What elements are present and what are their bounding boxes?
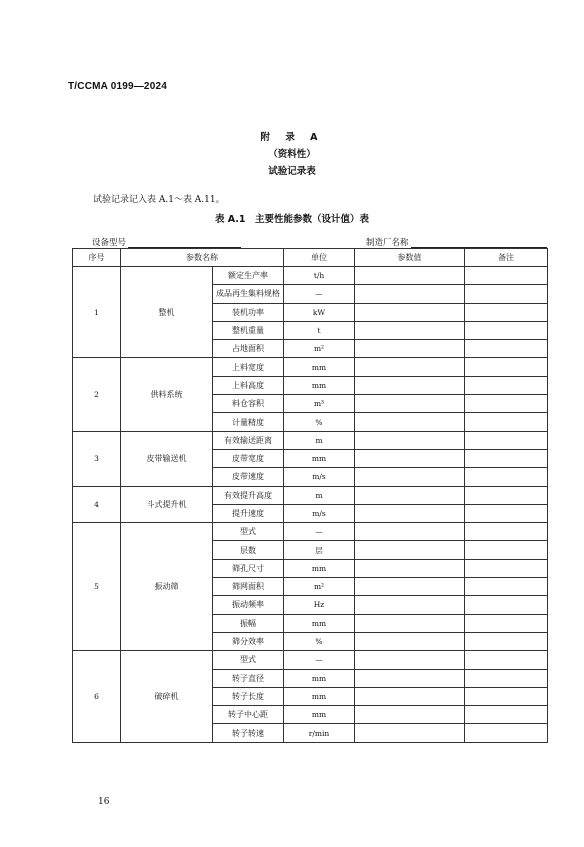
cell-value-blank[interactable] xyxy=(355,395,465,413)
cell-param: 计量精度 xyxy=(213,413,284,431)
cell-param: 额定生产率 xyxy=(213,267,284,285)
cell-param: 振幅 xyxy=(213,614,284,632)
cell-unit: m² xyxy=(284,578,355,596)
cell-value-blank[interactable] xyxy=(355,267,465,285)
cell-value-blank[interactable] xyxy=(355,559,465,577)
cell-remark-blank[interactable] xyxy=(465,395,548,413)
manufacturer-blank xyxy=(411,237,547,248)
cell-group-name: 皮带输送机 xyxy=(121,431,213,486)
cell-value-blank[interactable] xyxy=(355,303,465,321)
manufacturer-label: 制造厂名称 xyxy=(366,238,409,248)
cell-value-blank[interactable] xyxy=(355,504,465,522)
cell-value-blank[interactable] xyxy=(355,541,465,559)
cell-value-blank[interactable] xyxy=(355,724,465,742)
cell-param: 转子转速 xyxy=(213,724,284,742)
cell-value-blank[interactable] xyxy=(355,523,465,541)
cell-unit: mm xyxy=(284,687,355,705)
cell-param: 型式 xyxy=(213,651,284,669)
cell-param: 有效输送距离 xyxy=(213,431,284,449)
header-remark: 备注 xyxy=(465,249,548,267)
cell-unit: mm xyxy=(284,376,355,394)
cell-unit: m xyxy=(284,486,355,504)
cell-seq: 3 xyxy=(73,431,121,486)
header-value: 参数值 xyxy=(355,249,465,267)
cell-param: 上料高度 xyxy=(213,376,284,394)
cell-value-blank[interactable] xyxy=(355,578,465,596)
cell-unit: — xyxy=(284,523,355,541)
cell-remark-blank[interactable] xyxy=(465,724,548,742)
cell-unit: % xyxy=(284,632,355,650)
table-row xyxy=(73,267,548,285)
header-unit: 单位 xyxy=(284,249,355,267)
standard-code: T/CCMA 0199—2024 xyxy=(68,81,167,92)
cell-remark-blank[interactable] xyxy=(465,285,548,303)
cell-remark-blank[interactable] xyxy=(465,376,548,394)
cell-unit: r/min xyxy=(284,724,355,742)
cell-remark-blank[interactable] xyxy=(465,468,548,486)
cell-param: 筛网面积 xyxy=(213,578,284,596)
cell-value-blank[interactable] xyxy=(355,431,465,449)
cell-value-blank[interactable] xyxy=(355,486,465,504)
cell-param: 皮带宽度 xyxy=(213,449,284,467)
cell-remark-blank[interactable] xyxy=(465,303,548,321)
cell-group-name: 破碎机 xyxy=(121,651,213,742)
cell-unit: t/h xyxy=(284,267,355,285)
intro-text: 试验记录记入表 A.1～表 A.11。 xyxy=(93,195,225,205)
appendix-name: 试验记录表 xyxy=(268,166,316,177)
parameters-table xyxy=(72,248,548,743)
cell-param: 筛分效率 xyxy=(213,632,284,650)
cell-value-blank[interactable] xyxy=(355,596,465,614)
cell-remark-blank[interactable] xyxy=(465,340,548,358)
table-row xyxy=(73,358,548,376)
cell-seq: 1 xyxy=(73,267,121,358)
cell-value-blank[interactable] xyxy=(355,321,465,339)
cell-remark-blank[interactable] xyxy=(465,267,548,285)
cell-remark-blank[interactable] xyxy=(465,596,548,614)
cell-param: 成品再生集料规格 xyxy=(213,285,284,303)
cell-remark-blank[interactable] xyxy=(465,358,548,376)
appendix-title: 附 录 A xyxy=(260,132,324,143)
cell-unit: mm xyxy=(284,358,355,376)
cell-param: 有效提升高度 xyxy=(213,486,284,504)
table-caption: 表 A.1 主要性能参数（设计值）表 xyxy=(214,214,370,225)
cell-value-blank[interactable] xyxy=(355,632,465,650)
cell-remark-blank[interactable] xyxy=(465,632,548,650)
cell-param: 装机功率 xyxy=(213,303,284,321)
cell-seq: 2 xyxy=(73,358,121,431)
cell-remark-blank[interactable] xyxy=(465,431,548,449)
cell-value-blank[interactable] xyxy=(355,669,465,687)
cell-param: 整机重量 xyxy=(213,321,284,339)
cell-unit: Hz xyxy=(284,596,355,614)
appendix-type: （资料性） xyxy=(268,149,316,160)
cell-remark-blank[interactable] xyxy=(465,706,548,724)
cell-group-name: 整机 xyxy=(121,267,213,358)
cell-param: 占地面积 xyxy=(213,340,284,358)
cell-param: 转子长度 xyxy=(213,687,284,705)
cell-remark-blank[interactable] xyxy=(465,578,548,596)
manufacturer-field xyxy=(366,236,547,248)
cell-value-blank[interactable] xyxy=(355,651,465,669)
cell-unit: mm xyxy=(284,706,355,724)
cell-value-blank[interactable] xyxy=(355,285,465,303)
cell-param: 振动频率 xyxy=(213,596,284,614)
cell-unit: mm xyxy=(284,449,355,467)
cell-value-blank[interactable] xyxy=(355,449,465,467)
cell-remark-blank[interactable] xyxy=(465,523,548,541)
table-row xyxy=(73,486,548,504)
cell-unit: mm xyxy=(284,614,355,632)
cell-unit: m² xyxy=(284,340,355,358)
cell-group-name: 振动筛 xyxy=(121,523,213,651)
cell-remark-blank[interactable] xyxy=(465,504,548,522)
cell-unit: kW xyxy=(284,303,355,321)
cell-unit: t xyxy=(284,321,355,339)
cell-remark-blank[interactable] xyxy=(465,486,548,504)
cell-unit: m xyxy=(284,431,355,449)
cell-seq: 6 xyxy=(73,651,121,742)
cell-remark-blank[interactable] xyxy=(465,669,548,687)
page-number: 16 xyxy=(98,797,110,807)
cell-seq: 5 xyxy=(73,523,121,651)
equipment-model-field xyxy=(92,236,241,248)
cell-value-blank[interactable] xyxy=(355,376,465,394)
cell-param: 提升速度 xyxy=(213,504,284,522)
cell-param: 筛孔尺寸 xyxy=(213,559,284,577)
cell-remark-blank[interactable] xyxy=(465,651,548,669)
cell-param: 层数 xyxy=(213,541,284,559)
cell-unit: m/s xyxy=(284,468,355,486)
cell-param: 转子中心距 xyxy=(213,706,284,724)
cell-unit: m/s xyxy=(284,504,355,522)
cell-value-blank[interactable] xyxy=(355,706,465,724)
header-param-name: 参数名称 xyxy=(121,249,284,267)
table-header-row xyxy=(73,249,548,267)
equipment-model-blank xyxy=(128,237,241,248)
cell-value-blank[interactable] xyxy=(355,340,465,358)
cell-unit: — xyxy=(284,651,355,669)
cell-unit: — xyxy=(284,285,355,303)
cell-unit: m³ xyxy=(284,395,355,413)
cell-unit: mm xyxy=(284,669,355,687)
cell-group-name: 斗式提升机 xyxy=(121,486,213,523)
cell-remark-blank[interactable] xyxy=(465,614,548,632)
cell-unit: mm xyxy=(284,559,355,577)
cell-group-name: 供料系统 xyxy=(121,358,213,431)
cell-seq: 4 xyxy=(73,486,121,523)
cell-value-blank[interactable] xyxy=(355,468,465,486)
cell-param: 上料宽度 xyxy=(213,358,284,376)
cell-param: 转子直径 xyxy=(213,669,284,687)
header-seq: 序号 xyxy=(73,249,121,267)
cell-unit: 层 xyxy=(284,541,355,559)
table-row xyxy=(73,431,548,449)
cell-param: 料仓容积 xyxy=(213,395,284,413)
cell-remark-blank[interactable] xyxy=(465,449,548,467)
cell-param: 皮带速度 xyxy=(213,468,284,486)
cell-value-blank[interactable] xyxy=(355,687,465,705)
cell-remark-blank[interactable] xyxy=(465,321,548,339)
cell-remark-blank[interactable] xyxy=(465,541,548,559)
table-row xyxy=(73,651,548,669)
cell-value-blank[interactable] xyxy=(355,358,465,376)
table-row xyxy=(73,523,548,541)
cell-value-blank[interactable] xyxy=(355,614,465,632)
equipment-model-label: 设备型号 xyxy=(92,238,127,248)
cell-remark-blank[interactable] xyxy=(465,687,548,705)
table-body xyxy=(73,267,548,743)
cell-param: 型式 xyxy=(213,523,284,541)
cell-remark-blank[interactable] xyxy=(465,559,548,577)
cell-value-blank[interactable] xyxy=(355,413,465,431)
cell-unit: % xyxy=(284,413,355,431)
cell-remark-blank[interactable] xyxy=(465,413,548,431)
